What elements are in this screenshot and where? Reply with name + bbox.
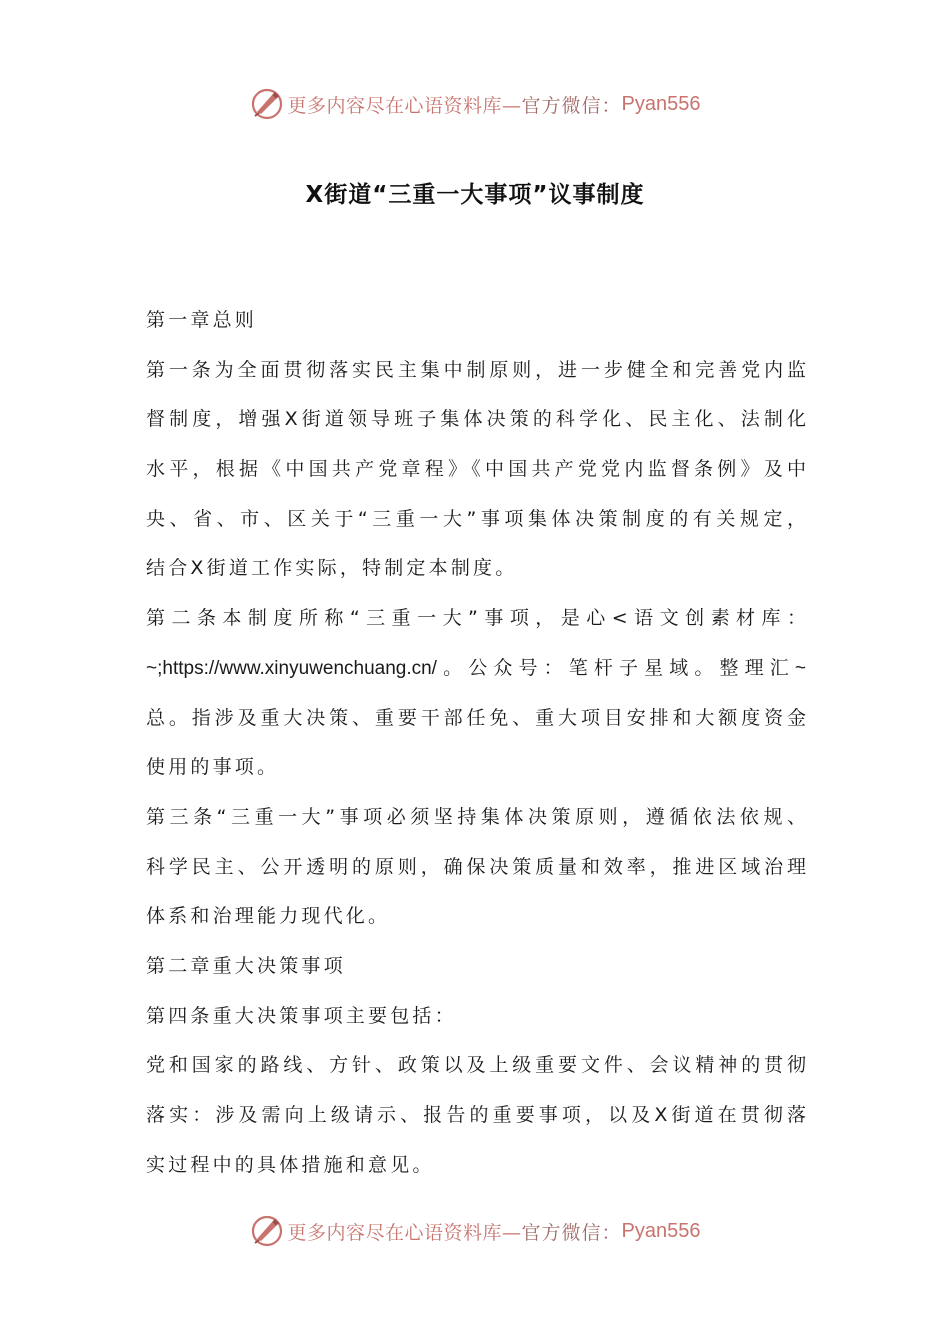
section-heading: 第二章重大决策事项 — [146, 954, 346, 977]
watermark-wechat-label: 官方微信： — [521, 1221, 622, 1244]
text-line: 第二条本制度所称“三重一大”事项，是心<语文创素材库： — [146, 607, 806, 630]
watermark-wechat-id: Pyan556 — [621, 1219, 701, 1242]
text-line: 实过程中的具体措施和意见。 — [146, 1153, 435, 1176]
document-body — [146, 296, 806, 1190]
text-line: 第四条重大决策事项主要包括： — [146, 1004, 457, 1027]
footer-watermark — [0, 1211, 950, 1251]
text-line: 总。指涉及重大决策、重要干部任免、重大项目安排和大额度资金 — [146, 706, 806, 729]
pen-logo-icon — [250, 1214, 284, 1248]
text-line: 第三条“三重一大”事项必须坚持集体决策原则，遵循依法依规、 — [146, 805, 806, 828]
text-line-url: ~;https://www.xinyuwenchuang.cn/。公众号：笔杆子星域。整理汇~ — [146, 657, 806, 679]
text-line: 第一章总则 — [146, 309, 258, 331]
header-watermark — [0, 84, 950, 124]
document-title: X街道“三重一大事项”议事制度 — [305, 182, 645, 208]
text-line: 使用的事项。 — [146, 756, 280, 779]
watermark-text: 更多内容尽在心语资料库— — [287, 1221, 522, 1244]
text-line: 党和国家的路线、方针、政策以及上级重要文件、会议精神的贯彻 — [146, 1054, 806, 1077]
watermark-wechat-id: Pyan556 — [621, 92, 701, 115]
watermark-wechat-label: 官方微信： — [521, 94, 622, 117]
text-line: 水平，根据《中国共产党章程》《中国共产党党内监督条例》及中 — [146, 458, 806, 481]
text-line: 第一条为全面贯彻落实民主集中制原则，进一步健全和完善党内监 — [146, 358, 806, 381]
text-line: 科学民主、公开透明的原则，确保决策质量和效率，推进区域治理 — [146, 855, 806, 878]
watermark-text: 更多内容尽在心语资料库— — [287, 94, 522, 117]
text-line: 落实：涉及需向上级请示、报告的重要事项，以及X街道在贯彻落 — [146, 1104, 806, 1126]
text-line: 结合X街道工作实际，特制定本制度。 — [146, 557, 518, 580]
text-line: 督制度，增强X街道领导班子集体决策的科学化、民主化、法制化 — [146, 408, 806, 431]
text-line: 体系和治理能力现代化。 — [146, 905, 391, 928]
pen-logo-icon — [250, 87, 284, 121]
text-line: 央、省、市、区关于“三重一大”事项集体决策制度的有关规定， — [146, 507, 806, 530]
